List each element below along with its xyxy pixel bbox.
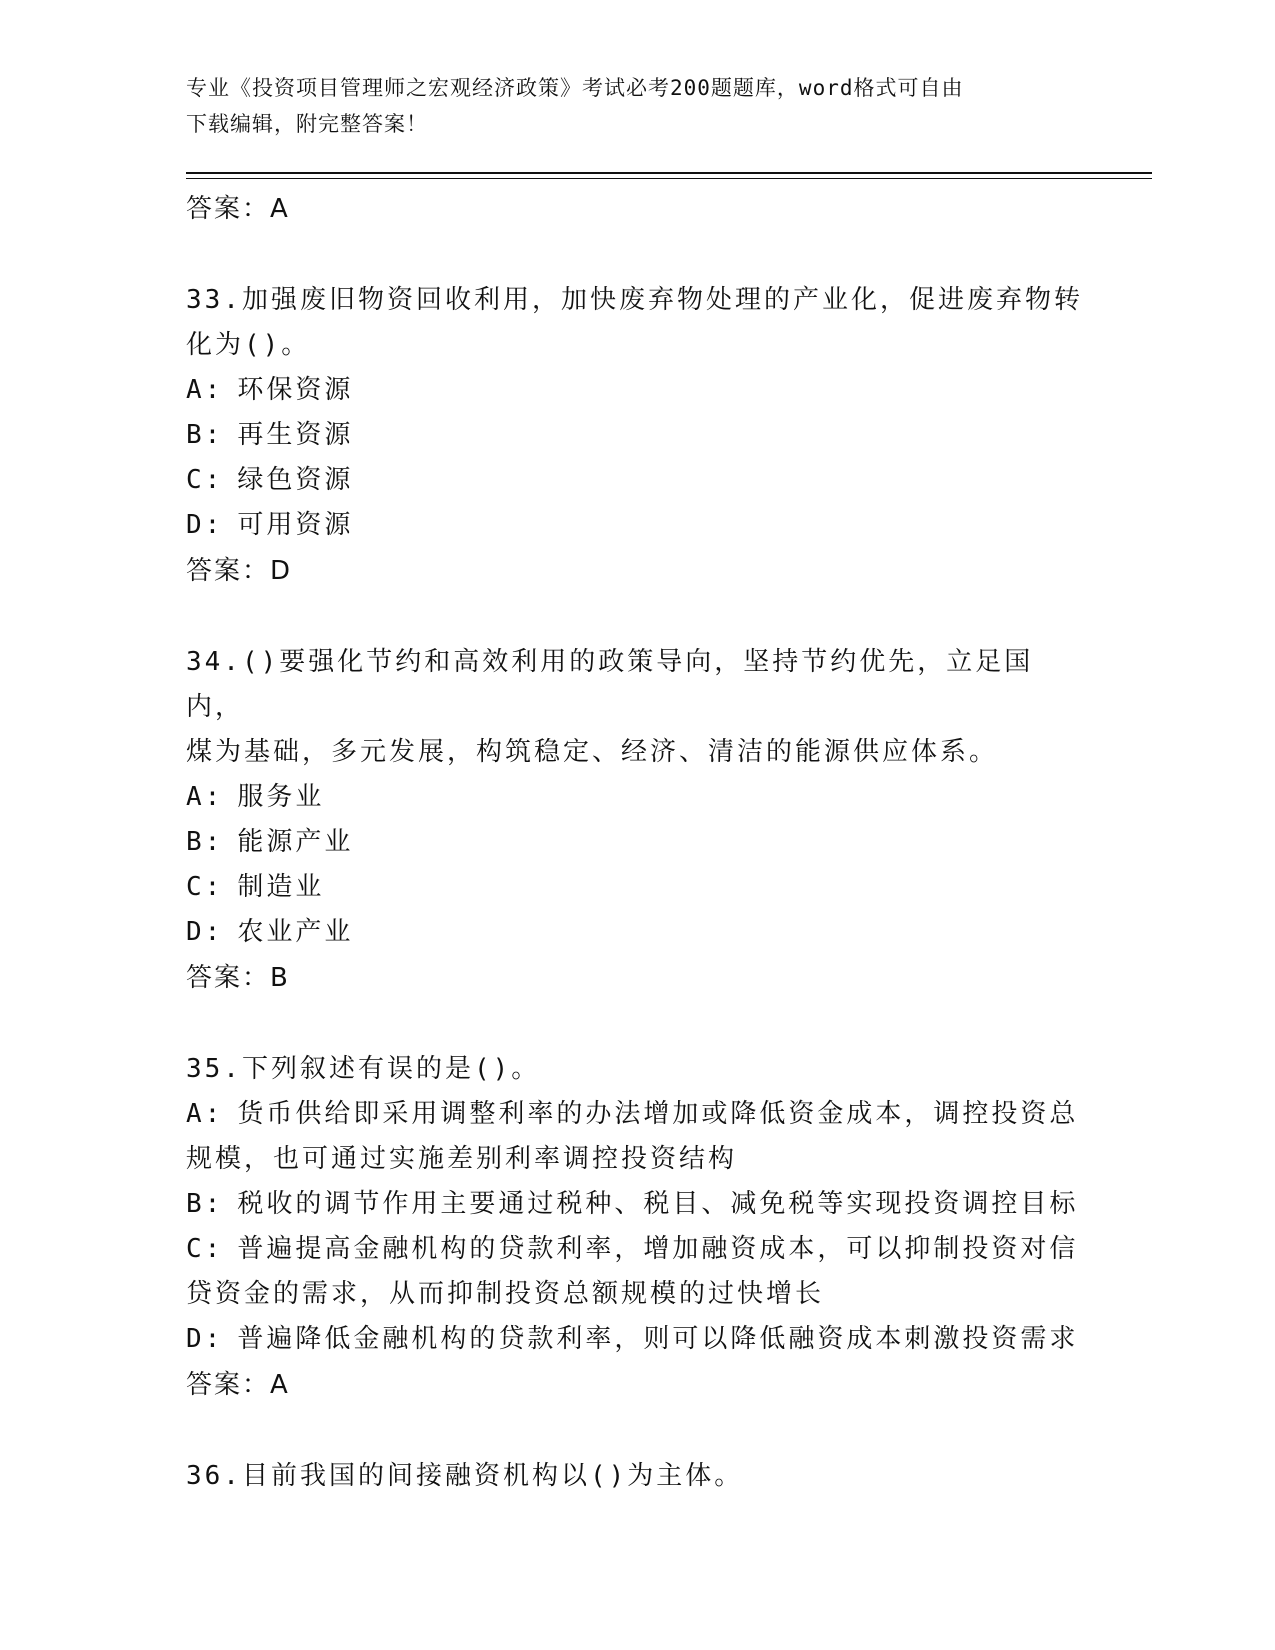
question-block: [186, 640, 1086, 1001]
answer-line: 答案：A: [186, 1370, 290, 1400]
option-key: C:: [186, 465, 224, 495]
question-stem-cont: 化为()。: [186, 330, 311, 360]
option-text: 服务业: [237, 782, 325, 812]
option-b: [186, 413, 1086, 458]
option-b: [186, 1182, 1086, 1227]
option-key: D:: [186, 1324, 224, 1354]
option-text: 绿色资源: [237, 465, 354, 495]
option-c-cont: 贷资金的需求，从而抑制投资总额规模的过快增长: [186, 1279, 825, 1309]
spacer: [186, 1408, 1086, 1454]
option-a: [186, 1092, 1086, 1137]
option-c: [186, 865, 1086, 910]
option-text: 农业产业: [237, 917, 354, 947]
header-rule-thick: [186, 172, 1152, 174]
option-text: 普遍提高金融机构的贷款利率，增加融资成本，可以抑制投资对信: [237, 1234, 1079, 1264]
option-a: [186, 775, 1086, 820]
question-block: [186, 1047, 1086, 1408]
question-stem: 35.下列叙述有误的是()。: [186, 1054, 541, 1084]
option-key: C:: [186, 1234, 224, 1264]
question-block: [186, 1454, 1086, 1499]
option-text: 普遍降低金融机构的贷款利率，则可以降低融资成本刺激投资需求: [237, 1324, 1079, 1354]
option-text: 再生资源: [237, 420, 354, 450]
option-key: A:: [186, 782, 224, 812]
option-text: 税收的调节作用主要通过税种、税目、减免税等实现投资调控目标: [237, 1189, 1079, 1219]
header-line-1: 专业《投资项目管理师之宏观经济政策》考试必考200题题库，word格式可自由: [186, 76, 964, 100]
header-rule-thin: [186, 178, 1152, 179]
option-d: [186, 1317, 1086, 1362]
question-stem: 34.()要强化节约和高效利用的政策导向，坚持节约优先，立足国内，: [186, 647, 1034, 722]
option-text: 环保资源: [237, 375, 354, 405]
answer-line: 答案：D: [186, 556, 293, 586]
question-stem-cont: 煤为基础，多元发展，构筑稳定、经济、清洁的能源供应体系。: [186, 737, 999, 767]
option-key: B:: [186, 420, 224, 450]
option-a-cont: 规模，也可通过实施差别利率调控投资结构: [186, 1144, 738, 1174]
option-d: [186, 503, 1086, 548]
question-stem: 33.加强废旧物资回收利用，加快废弃物处理的产业化，促进废弃物转: [186, 285, 1083, 315]
page-header: [186, 70, 1066, 142]
option-key: D:: [186, 510, 224, 540]
question-block: [186, 278, 1086, 594]
option-key: A:: [186, 1099, 224, 1129]
option-text: 制造业: [237, 872, 325, 902]
option-c: [186, 1227, 1086, 1272]
header-line-2: 下载编辑，附完整答案！: [186, 112, 428, 136]
answer-line: 答案：B: [186, 963, 290, 993]
question-stem: 36.目前我国的间接融资机构以()为主体。: [186, 1461, 744, 1491]
option-key: B:: [186, 827, 224, 857]
question-list: [186, 186, 1086, 1499]
option-text: 货币供给即采用调整利率的办法增加或降低资金成本，调控投资总: [237, 1099, 1079, 1129]
option-a: [186, 368, 1086, 413]
spacer: [186, 594, 1086, 640]
option-b: [186, 820, 1086, 865]
option-key: B:: [186, 1189, 224, 1219]
option-d: [186, 910, 1086, 955]
option-text: 能源产业: [237, 827, 354, 857]
option-key: D:: [186, 917, 224, 947]
option-c: [186, 458, 1086, 503]
option-key: A:: [186, 375, 224, 405]
option-text: 可用资源: [237, 510, 354, 540]
option-key: C:: [186, 872, 224, 902]
answer-line: 答案：A: [186, 194, 290, 224]
spacer: [186, 232, 1086, 278]
spacer: [186, 1001, 1086, 1047]
